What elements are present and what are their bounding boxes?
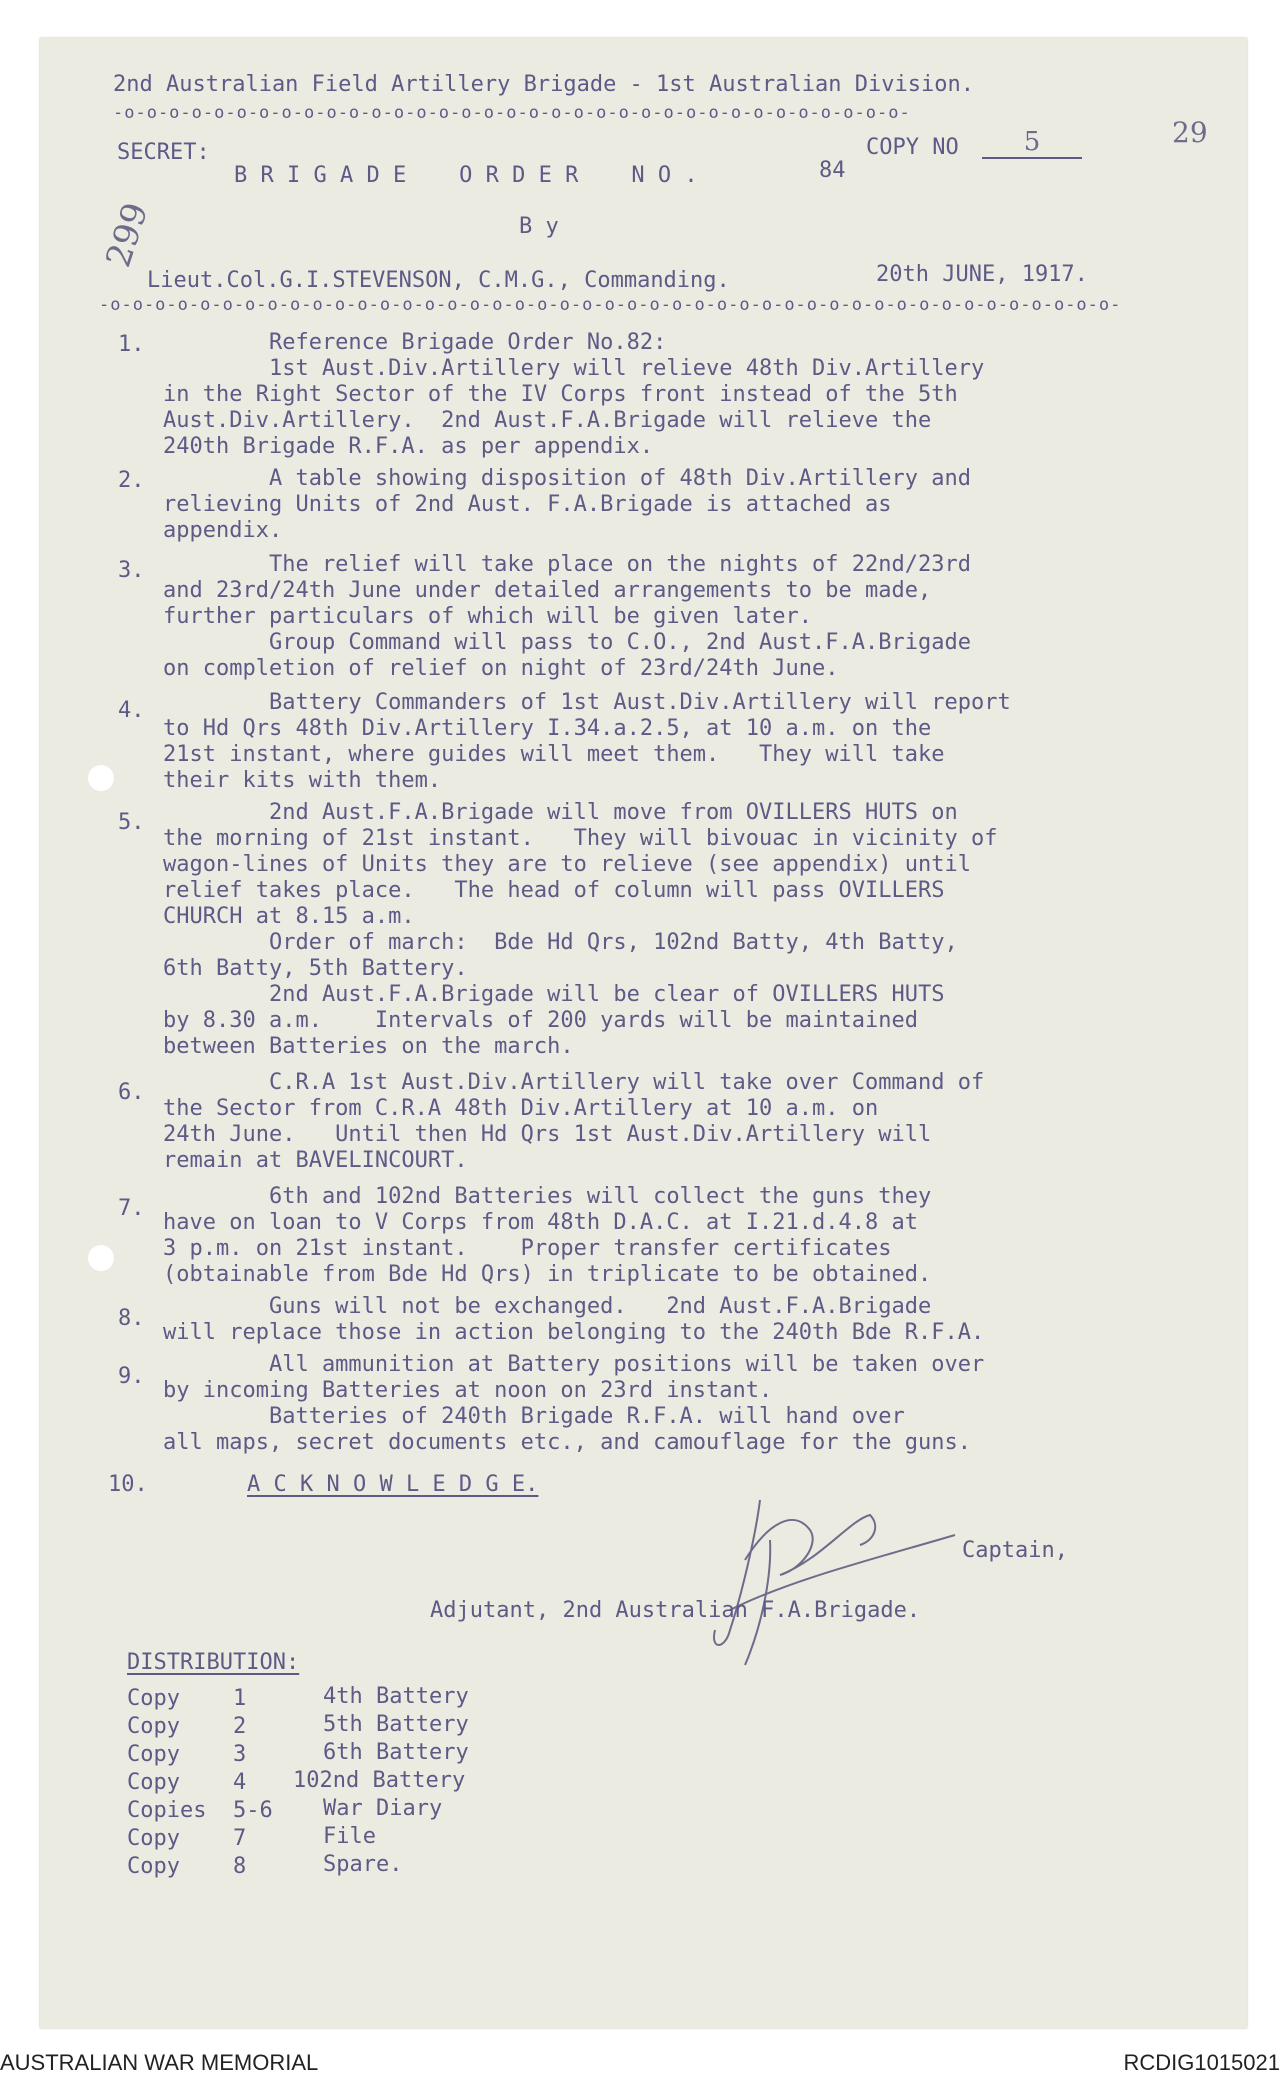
paragraph-line: 240th Brigade R.F.A. as per appendix. [163, 434, 654, 459]
paragraph-line: 3 p.m. on 21st instant. Proper transfer certificates [163, 1236, 892, 1261]
paragraph-line: 21st instant, where guides will meet them. They will take [163, 742, 945, 767]
paragraph-line: A table showing disposition of 48th Div.Artillery and [163, 466, 971, 491]
paragraph-number: 1. [118, 332, 145, 357]
paragraph-number: 4. [118, 698, 145, 723]
paragraph-line: between Batteries on the march. [163, 1034, 574, 1059]
paragraph-line: All ammunition at Battery positions will be taken over [163, 1352, 985, 1377]
paragraph-number: 6. [118, 1080, 145, 1105]
punch-hole [88, 765, 114, 791]
distribution-label: Copy [127, 1770, 180, 1795]
paragraph-line: (obtainable from Bde Hd Qrs) in triplicate to be obtained. [163, 1262, 932, 1287]
paragraph-number: 5. [118, 810, 145, 835]
paragraph-line: 6th Batty, 5th Battery. [163, 956, 468, 981]
distribution-to: 4th Battery [323, 1684, 469, 1709]
paragraph-line: 1st Aust.Div.Artillery will relieve 48th Div.Artillery [163, 356, 985, 381]
punch-hole [88, 1245, 114, 1271]
paragraph-line: Group Command will pass to C.O., 2nd Aust.F.A.Brigade [163, 630, 971, 655]
distribution-label: Copy [127, 1686, 180, 1711]
signature-scribble [700, 1480, 980, 1670]
paragraph-line: Order of march: Bde Hd Qrs, 102nd Batty, 4th Batty, [163, 930, 958, 955]
distribution-num: 3 [233, 1742, 247, 1767]
paragraph-line: C.R.A 1st Aust.Div.Artillery will take over Command of [163, 1070, 985, 1095]
unit-line: 2nd Australian Field Artillery Brigade - 1st Australian Division. [113, 72, 974, 97]
distribution-num: 1 [233, 1686, 247, 1711]
distribution-label: Copy [127, 1826, 180, 1851]
paragraph-line: remain at BAVELINCOURT. [163, 1148, 468, 1173]
paragraph-line: to Hd Qrs 48th Div.Artillery I.34.a.2.5, at 10 a.m. on the [163, 716, 932, 741]
paragraph-line: further particulars of which will be given later. [163, 604, 813, 629]
distribution-to: 5th Battery [323, 1712, 469, 1737]
paragraph-line: and 23rd/24th June under detailed arrangements to be made, [163, 578, 932, 603]
paragraph-line: in the Right Sector of the IV Corps front instead of the 5th [163, 382, 958, 407]
distribution-to: 6th Battery [323, 1740, 469, 1765]
paragraph-line: Batteries of 240th Brigade R.F.A. will hand over [163, 1404, 905, 1429]
distribution-label: Copy [127, 1854, 180, 1879]
distribution-to: Spare. [323, 1852, 403, 1877]
paragraph-line: 2nd Aust.F.A.Brigade will move from OVILLERS HUTS on [163, 800, 958, 825]
distribution-to: 102nd Battery [293, 1768, 466, 1793]
paragraph-number: 10. [108, 1472, 148, 1497]
paragraph-line: Guns will not be exchanged. 2nd Aust.F.A.Brigade [163, 1294, 932, 1319]
distribution-num: 2 [233, 1714, 247, 1739]
paragraph-line: the Sector from C.R.A 48th Div.Artillery at 10 a.m. on [163, 1096, 879, 1121]
divider-dashes: -o-o-o-o-o-o-o-o-o-o-o-o-o-o-o-o-o-o-o-o-o-o-o-o-o-o-o-o-o-o-o-o-o-o-o- [113, 103, 911, 123]
distribution-heading: DISTRIBUTION: [127, 1650, 300, 1675]
margin-number: 299 [98, 197, 157, 273]
paragraph-number: 9. [118, 1364, 145, 1389]
paragraph-line: relieving Units of 2nd Aust. F.A.Brigade is attached as [163, 492, 892, 517]
distribution-num: 7 [233, 1826, 247, 1851]
paragraph-line: the morning of 21st instant. They will bivouac in vicinity of [163, 826, 998, 851]
paragraph-line: by incoming Batteries at noon on 23rd instant. [163, 1378, 773, 1403]
secret-label: SECRET: [117, 140, 210, 165]
by-label: B y [519, 214, 559, 239]
paragraph-line: on completion of relief on night of 23rd/24th June. [163, 656, 839, 681]
distribution-num: 8 [233, 1854, 247, 1879]
signature-rank: Captain, [962, 1538, 1068, 1563]
distribution-to: File [323, 1824, 376, 1849]
page-number: 29 [1172, 116, 1208, 149]
paragraph-line: relief takes place. The head of column will pass OVILLERS [163, 878, 945, 903]
paragraph-number: 3. [118, 558, 145, 583]
distribution-num: 4 [233, 1770, 247, 1795]
paragraph-line: all maps, secret documents etc., and camouflage for the guns. [163, 1430, 971, 1455]
order-title: B R I G A D E O R D E R N O . [234, 163, 698, 188]
paragraph-number: 7. [118, 1196, 145, 1221]
paragraph-line: appendix. [163, 518, 283, 543]
paragraph-number: 8. [118, 1306, 145, 1331]
paragraph-line: 2nd Aust.F.A.Brigade will be clear of OVILLERS HUTS [163, 982, 945, 1007]
archive-credit: AUSTRALIAN WAR MEMORIAL [0, 2050, 319, 2075]
paragraph-line: The relief will take place on the nights of 22nd/23rd [163, 552, 971, 577]
order-date: 20th JUNE, 1917. [876, 262, 1088, 287]
copy-label: COPY NO [866, 135, 959, 160]
archive-id: RCDIG1015021 [1123, 2050, 1280, 2075]
copy-number: 5 [982, 127, 1082, 159]
paragraph-line: wagon-lines of Units they are to relieve (see appendix) until [163, 852, 971, 877]
distribution-num: 5-6 [233, 1798, 273, 1823]
commander-line: Lieut.Col.G.I.STEVENSON, C.M.G., Commanding. [147, 268, 730, 293]
paragraph-line: their kits with them. [163, 768, 442, 793]
signature-role: Adjutant, 2nd Australian F.A.Brigade. [430, 1598, 921, 1623]
paragraph-line: will replace those in action belonging to the 240th Bde R.F.A. [163, 1320, 985, 1345]
order-number: 84 [819, 158, 846, 183]
acknowledge-line: A C K N O W L E D G E. [247, 1472, 539, 1497]
distribution-label: Copy [127, 1714, 180, 1739]
paragraph-line: Reference Brigade Order No.82: [163, 330, 667, 355]
distribution-label: Copies [127, 1798, 207, 1823]
paragraph-line: 24th June. Until then Hd Qrs 1st Aust.Div.Artillery will [163, 1122, 932, 1147]
paragraph-line: by 8.30 a.m. Intervals of 200 yards will be maintained [163, 1008, 918, 1033]
paragraph-line: CHURCH at 8.15 a.m. [163, 904, 415, 929]
paragraph-number: 2. [118, 468, 145, 493]
paragraph-line: have on loan to V Corps from 48th D.A.C. at I.21.d.4.8 at [163, 1210, 918, 1235]
paragraph-line: Battery Commanders of 1st Aust.Div.Artillery will report [163, 690, 1011, 715]
divider-dashes: -o-o-o-o-o-o-o-o-o-o-o-o-o-o-o-o-o-o-o-o-o-o-o-o-o-o-o-o-o-o-o-o-o-o-o-o-o-o-o-o-o-o-o-o-o- [99, 295, 1122, 315]
distribution-label: Copy [127, 1742, 180, 1767]
paragraph-line: 6th and 102nd Batteries will collect the guns they [163, 1184, 932, 1209]
distribution-to: War Diary [323, 1796, 443, 1821]
paragraph-line: Aust.Div.Artillery. 2nd Aust.F.A.Brigade will relieve the [163, 408, 932, 433]
